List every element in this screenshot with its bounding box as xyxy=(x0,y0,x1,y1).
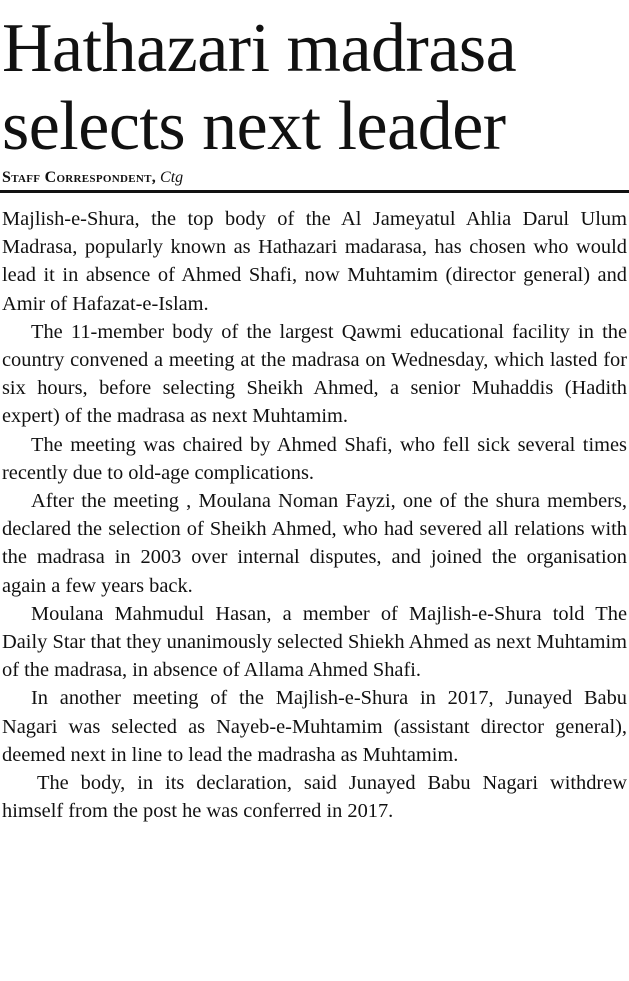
headline-line-2: selects next leader xyxy=(2,88,506,165)
headline xyxy=(0,0,629,166)
article-body xyxy=(0,193,627,825)
byline-author: Staff Correspondent, xyxy=(2,169,157,186)
article-paragraph-4: After the meeting , Moulana Noman Fayzi, one of the shura members, declared the selection of Sheikh Ahmed, who had severed all relations with the madrasa in 2003 over internal disputes, and joined the organisation again a few years back. xyxy=(2,490,627,597)
article-paragraph-6: In another meeting of the Majlish-e-Shura in 2017, Junayed Babu Nagari was selected as Nayeb-e-Muhtamim (assistant director general), deemed next in line to lead the madrasha as Muhtamim. xyxy=(2,687,627,766)
headline-line-1: Hathazari madrasa xyxy=(2,10,517,87)
byline-location: Ctg xyxy=(160,169,184,186)
byline xyxy=(2,168,629,190)
article-paragraph-5: Moulana Mahmudul Hasan, a member of Majlish-e-Shura told The Daily Star that they unanimously selected Shiekh Ahmed as next Muhtamim of the madrasa, in absence of Allama Ahmed Shafi. xyxy=(2,602,627,682)
article-paragraph-7: The body, in its declaration, said Junayed Babu Nagari withdrew himself from the post he was conferred in 2017. xyxy=(2,772,627,823)
article-paragraph-3: The meeting was chaired by Ahmed Shafi, who fell sick several times recently due to old-age complications. xyxy=(2,433,627,484)
article-paragraph-1: Majlish-e-Shura, the top body of the Al Jameyatul Ahlia Darul Ulum Madrasa, popularly known as Hathazari madarasa, has chosen who would lead it in absence of Ahmed Shafi, now Muhtamim (director general) and Amir of Hafazat-e-Islam. xyxy=(2,208,627,315)
article-paragraph-2: The 11-member body of the largest Qawmi educational facility in the country convened a meeting at the madrasa on Wednesday, which lasted for six hours, before selecting Sheikh Ahmed, a senior Muhaddis (Hadith expert) of the madrasa as next Muhtamim. xyxy=(2,320,627,428)
